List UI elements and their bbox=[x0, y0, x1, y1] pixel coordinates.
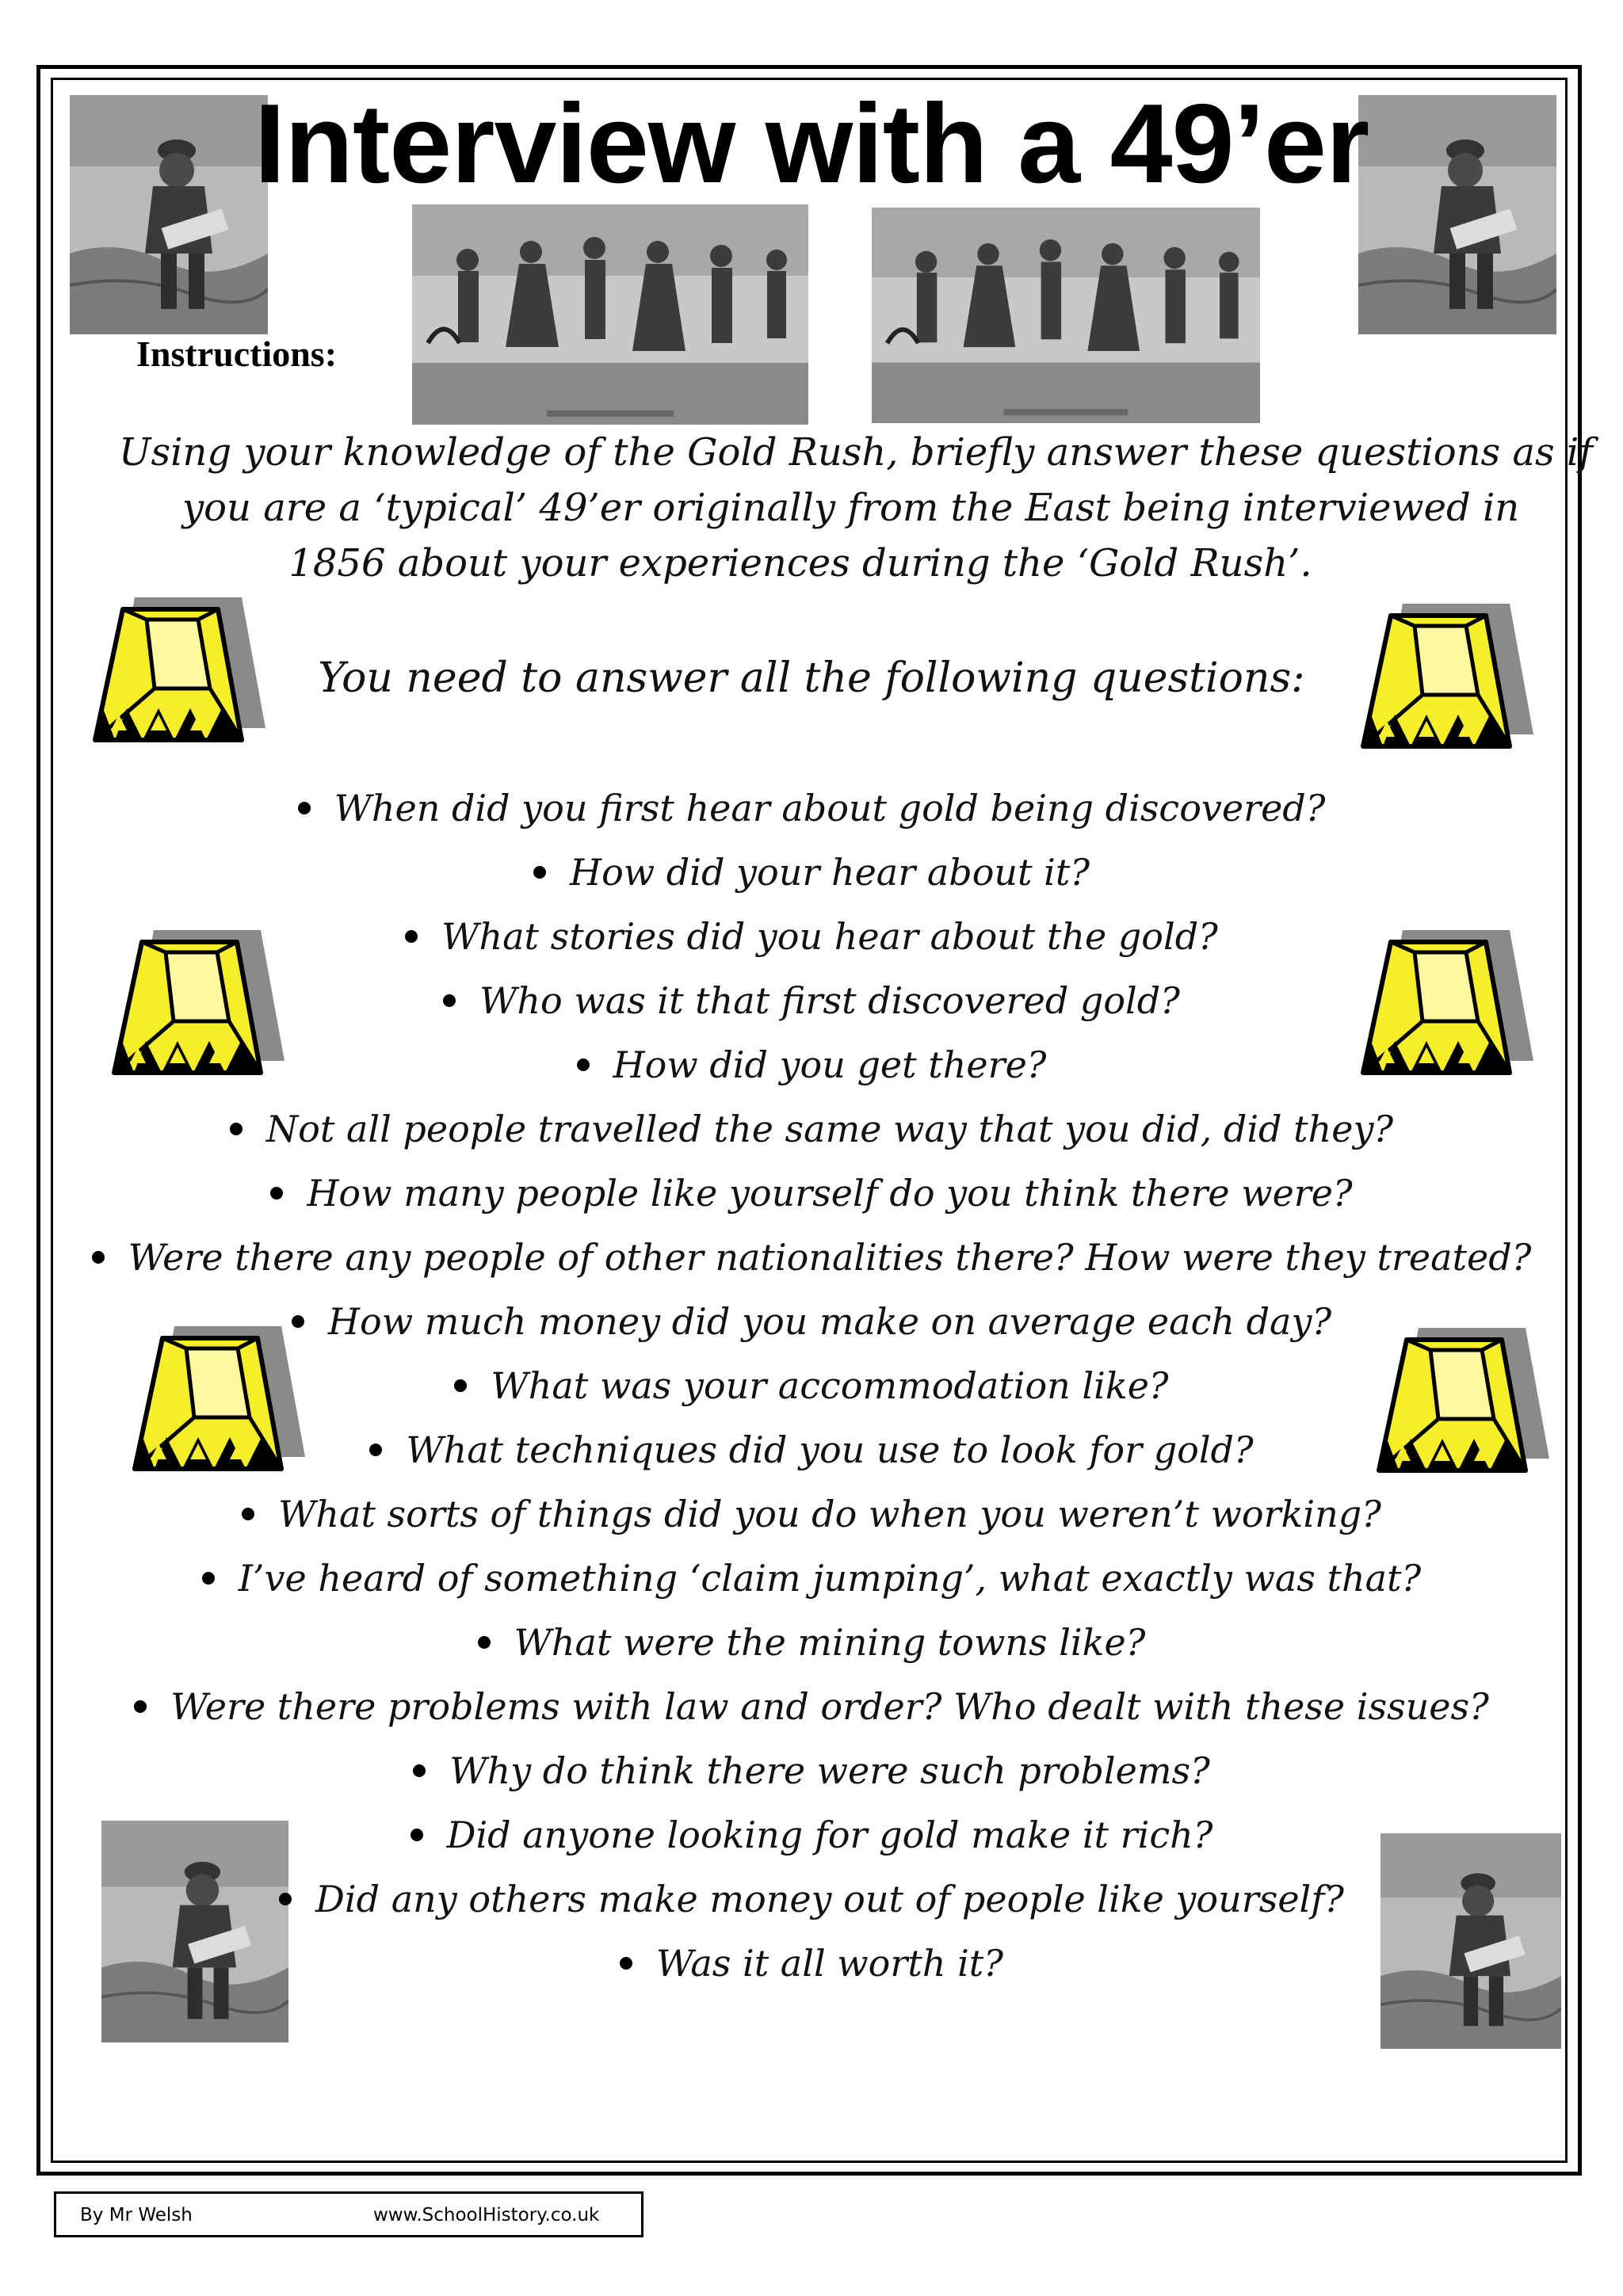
bullet-icon bbox=[620, 1957, 632, 1970]
question-text: Why do think there were such problems? bbox=[449, 1749, 1210, 1792]
bullet-icon bbox=[413, 1764, 426, 1777]
question-item bbox=[0, 913, 1623, 960]
question-text: Who was it that first discovered gold? bbox=[479, 979, 1180, 1022]
bullet-icon bbox=[202, 1572, 215, 1585]
question-text: How much money did you make on average each day? bbox=[327, 1300, 1332, 1343]
dance-engraving-right bbox=[872, 208, 1260, 423]
intro-line: you are a ‘typical’ 49’er originally from the East being interviewed in bbox=[182, 486, 1520, 530]
question-text: When did you first hear about gold being discovered? bbox=[334, 787, 1326, 830]
question-text: Not all people travelled the same way that you did, did they? bbox=[265, 1108, 1394, 1150]
question-text: Did anyone looking for gold make it rich? bbox=[446, 1814, 1213, 1856]
question-item bbox=[0, 1169, 1623, 1217]
question-item bbox=[0, 784, 1623, 832]
gold-bar-icon bbox=[79, 589, 269, 748]
gold-bar-icon bbox=[1347, 596, 1537, 754]
question-item bbox=[0, 849, 1623, 896]
intro-line: 1856 about your experiences during the ‘Gold Rush’. bbox=[288, 541, 1312, 585]
question-item bbox=[0, 1875, 1623, 1923]
question-text: Were there problems with law and order? Who dealt with these issues? bbox=[170, 1685, 1489, 1728]
bullet-icon bbox=[92, 1251, 105, 1264]
bullet-icon bbox=[279, 1893, 292, 1905]
bullet-icon bbox=[411, 1829, 423, 1841]
question-text: Were there any people of other nationalities there? How were they treated? bbox=[128, 1236, 1532, 1279]
question-text: What techniques did you use to look for gold? bbox=[406, 1428, 1254, 1471]
question-text: How many people like yourself do you think there were? bbox=[307, 1172, 1353, 1215]
bullet-icon bbox=[405, 930, 418, 943]
bullet-icon bbox=[298, 802, 311, 814]
intro-paragraph bbox=[119, 425, 1594, 591]
question-text: Was it all worth it? bbox=[656, 1942, 1003, 1985]
need-to-answer-heading: You need to answer all the following questions: bbox=[318, 654, 1305, 702]
bullet-icon bbox=[134, 1700, 147, 1713]
footer-box bbox=[54, 2191, 643, 2237]
question-text: What stories did you hear about the gold? bbox=[441, 915, 1218, 958]
question-item bbox=[0, 1490, 1623, 1538]
question-text: What were the mining towns like? bbox=[514, 1621, 1146, 1664]
bullet-icon bbox=[533, 866, 546, 879]
question-item bbox=[0, 1362, 1623, 1409]
bullet-icon bbox=[577, 1058, 590, 1071]
question-item bbox=[0, 1939, 1623, 1987]
question-text: How did you get there? bbox=[613, 1043, 1047, 1086]
question-item bbox=[0, 1105, 1623, 1153]
instructions-label: Instructions: bbox=[136, 334, 338, 374]
question-item bbox=[0, 1041, 1623, 1089]
page-title: Interview with a 49’er bbox=[254, 81, 1369, 207]
bullet-icon bbox=[242, 1508, 254, 1520]
question-item bbox=[0, 1683, 1623, 1730]
question-text: Did any others make money out of people like yourself? bbox=[315, 1878, 1344, 1920]
footer-website: www.SchoolHistory.co.uk bbox=[373, 2205, 600, 2225]
bullet-icon bbox=[270, 1187, 283, 1199]
dance-engraving-left bbox=[412, 204, 808, 425]
bullet-icon bbox=[292, 1315, 304, 1328]
footer-author: By Mr Welsh bbox=[80, 2205, 193, 2225]
question-text: I’ve heard of something ‘claim jumping’, what exactly was that? bbox=[238, 1557, 1422, 1600]
question-text: What sorts of things did you do when you weren’t working? bbox=[278, 1493, 1381, 1535]
question-item bbox=[0, 1811, 1623, 1859]
question-text: What was your accommodation like? bbox=[491, 1364, 1169, 1407]
bullet-icon bbox=[478, 1636, 491, 1649]
question-item bbox=[0, 1747, 1623, 1794]
bullet-icon bbox=[369, 1444, 382, 1456]
question-item bbox=[0, 1554, 1623, 1602]
question-item bbox=[0, 1619, 1623, 1666]
question-item bbox=[0, 1426, 1623, 1474]
question-text: How did your hear about it? bbox=[570, 851, 1090, 894]
bullet-icon bbox=[443, 994, 456, 1007]
intro-line: Using your knowledge of the Gold Rush, briefly answer these questions as if bbox=[119, 430, 1594, 475]
question-item bbox=[0, 977, 1623, 1024]
bullet-icon bbox=[230, 1123, 242, 1135]
question-item bbox=[0, 1234, 1623, 1281]
question-item bbox=[0, 1298, 1623, 1345]
bullet-icon bbox=[454, 1379, 467, 1392]
